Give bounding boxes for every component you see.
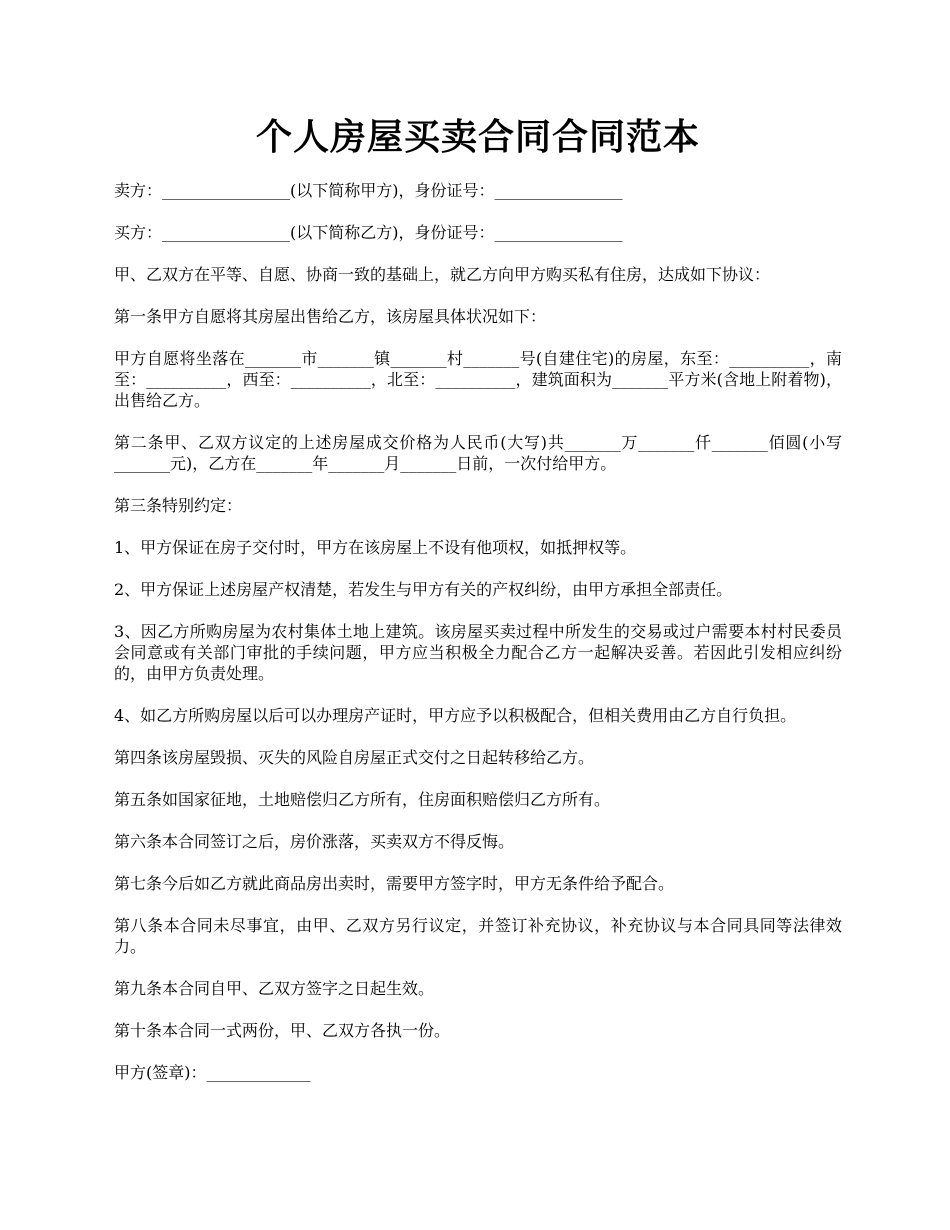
article-2: 第二条甲、乙双方议定的上述房屋成交价格为人民币(大写)共_______万_______仟_______佰圆(小写_______元)，乙方在_______年_______月_______日前，一次付给甲方。 — [114, 433, 842, 473]
article-7: 第七条今后如乙方就此商品房出卖时，需要甲方签字时，甲方无条件给予配合。 — [114, 874, 675, 893]
clause-3: 3、因乙方所购房屋为农村集体土地上建筑。该房屋买卖过程中所发生的交易或过户需要本村村民委员会同意或有关部门审批的手续问题，甲方应当积极全力配合乙方一起解决妥善。若因此引发相应纠纷的，由甲方负责处理。 — [114, 622, 842, 683]
article-4: 第四条该房屋毁损、灭失的风险自房屋正式交付之日起转移给乙方。 — [114, 748, 595, 767]
article-3: 第三条特别约定： — [114, 496, 243, 515]
document-title: 个人房屋买卖合同合同范本 — [255, 116, 700, 158]
document-page — [114, 112, 842, 1104]
article-10: 第十条本合同一式两份，甲、乙双方各执一份。 — [114, 1021, 451, 1040]
preamble: 甲、乙双方在平等、自愿、协商一致的基础上，就乙方向甲方购买私有住房，达成如下协议： — [114, 265, 771, 284]
clause-4: 4、如乙方所购房屋以后可以办理房产证时，甲方应予以积极配合，但相关费用由乙方自行负担。 — [114, 706, 797, 725]
article-6: 第六条本合同签订之后，房价涨落，买卖双方不得反悔。 — [114, 832, 515, 851]
seller-line: 卖方：________________(以下简称甲方)，身份证号：________________ — [114, 181, 623, 200]
article-8: 第八条本合同未尽事宜，由甲、乙双方另行议定，并签订补充协议，补充协议与本合同具同等法律效力。 — [114, 916, 842, 956]
clause-1: 1、甲方保证在房子交付时，甲方在该房屋上不设有他项权，如抵押权等。 — [114, 538, 637, 557]
clause-2: 2、甲方保证上述房屋产权清楚，若发生与甲方有关的产权纠纷，由甲方承担全部责任。 — [114, 580, 733, 599]
article-1: 第一条甲方自愿将其房屋出售给乙方，该房屋具体状况如下： — [114, 307, 547, 326]
party-a-signature-line: 甲方(签章)：_____________ — [114, 1063, 311, 1082]
property-details: 甲方自愿将坐落在_______市_______镇_______村_______号(自建住宅)的房屋，东至：__________，南至：__________，西至：__________，北至：__________，建筑面积为_______平方米(含地上附着物)，出售给乙方。 — [114, 349, 842, 410]
article-9: 第九条本合同自甲、乙双方签字之日起生效。 — [114, 979, 435, 998]
article-5: 第五条如国家征地，土地赔偿归乙方所有，住房面积赔偿归乙方所有。 — [114, 790, 611, 809]
buyer-line: 买方：________________(以下简称乙方)，身份证号：________________ — [114, 223, 623, 242]
